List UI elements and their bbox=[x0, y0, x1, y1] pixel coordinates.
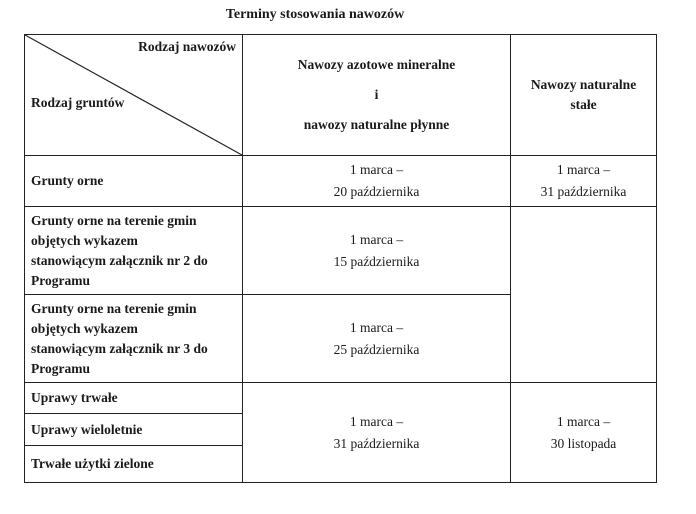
row-label-grassland: Trwałe użytki zielone bbox=[25, 446, 243, 483]
cell-merged-col1: 1 marca – 31 października bbox=[243, 383, 511, 483]
row-label-permanent-crops: Uprawy trwałe bbox=[25, 383, 243, 414]
row-label-arable: Grunty orne bbox=[25, 156, 243, 207]
header-solid-natural: Nawozy naturalne stałe bbox=[511, 35, 657, 156]
header-mineral-nitrogen: Nawozy azotowe mineralne i nawozy naturalne płynne bbox=[243, 35, 511, 156]
header-corner-cell bbox=[25, 35, 243, 156]
cell-merged-col2: 1 marca – 30 listopada bbox=[511, 383, 657, 483]
fertilizer-schedule-table bbox=[24, 34, 657, 483]
cell-empty-merged bbox=[511, 207, 657, 383]
header-fertilizer-type: Rodzaj nawozów bbox=[138, 39, 236, 54]
cell-annex3-col1: 1 marca – 25 października bbox=[243, 295, 511, 383]
row-label-perennial-crops: Uprawy wieloletnie bbox=[25, 414, 243, 446]
cell-arable-col2: 1 marca – 31 października bbox=[511, 156, 657, 207]
row-label-arable-annex3: Grunty orne na terenie gmin objętych wykazem stanowiącym załącznik nr 3 do Programu bbox=[25, 295, 243, 383]
page-title: Terminy stosowania nawozów bbox=[225, 7, 405, 22]
row-label-arable-annex2: Grunty orne na terenie gmin objętych wykazem stanowiącym załącznik nr 2 do Programu bbox=[25, 207, 243, 295]
cell-annex2-col1: 1 marca – 15 października bbox=[243, 207, 511, 295]
header-soil-type: Rodzaj gruntów bbox=[31, 95, 125, 110]
cell-arable-col1: 1 marca – 20 października bbox=[243, 156, 511, 207]
